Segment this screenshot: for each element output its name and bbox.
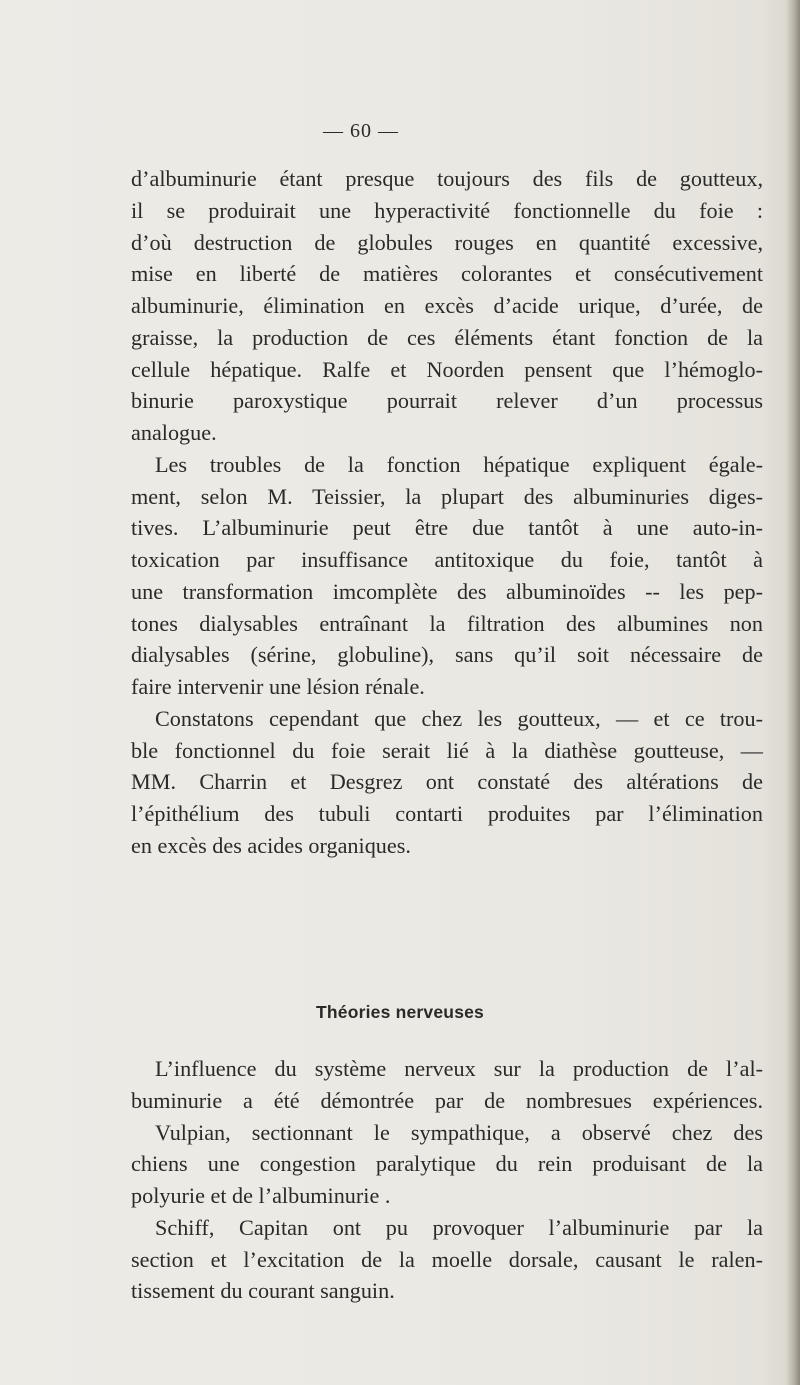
text-line: il se produirait une hyperactivité fonctionnelle du foie : — [131, 197, 763, 223]
text-line: polyurie et de l’albuminurie . — [131, 1183, 391, 1208]
text-line: section et l’excitation de la moelle dorsale, causant le ralen- — [131, 1246, 763, 1272]
text-line: analogue. — [131, 420, 217, 445]
text-line: mise en liberté de matières colorantes et consécutivement — [131, 261, 763, 287]
text-line: toxication par insuffisance antitoxique du foie, tantôt à — [131, 547, 763, 572]
paragraph-start: Schiff, Capitan ont pu provoquer l’albuminurie par la — [155, 1214, 763, 1240]
text-line: ment, selon M. Teissier, la plupart des albuminuries diges- — [131, 483, 763, 509]
paragraph-start: L’influence du système nerveux sur la production de l’al- — [155, 1056, 763, 1081]
text-line: une transformation imcomplète des albuminoïdes -- les pep- — [131, 578, 763, 604]
text-line: chiens une congestion paralytique du rein produisant de la — [131, 1151, 763, 1177]
page-number: — 60 — — [323, 120, 399, 142]
page-edge-shadow — [786, 0, 800, 1385]
text-line: tissement du courant sanguin. — [131, 1278, 395, 1304]
section-heading: Théories nerveuses — [316, 1002, 484, 1022]
text-line: albuminurie, élimination en excès d’acide urique, d’urée, de — [131, 293, 763, 318]
text-line: tives. L’albuminurie peut être due tantôt à une auto-in- — [131, 515, 763, 541]
text-line: graisse, la production de ces éléments étant fonction de la — [131, 324, 763, 350]
text-line: MM. Charrin et Desgrez ont constaté des altérations de — [131, 769, 763, 795]
text-line: d’où destruction de globules rouges en quantité excessive, — [131, 229, 763, 255]
body-text-section-2 — [131, 1053, 763, 1307]
text-line: ble fonctionnel du foie serait lié à la diathèse goutteuse, — — [131, 737, 763, 763]
paragraph-start: Constatons cependant que chez les goutteux, — et ce trou- — [155, 705, 763, 731]
text-line: buminurie a été démontrée par de nombresues expériences. — [131, 1087, 763, 1113]
text-line: dialysables (sérine, globuline), sans qu’il soit nécessaire de — [131, 642, 763, 668]
text-line: cellule hépatique. Ralfe et Noorden pensent que l’hémoglo- — [131, 356, 763, 382]
body-text-section-1 — [131, 163, 763, 862]
text-line: l’épithélium des tubuli contarti produites par l’élimination — [131, 801, 763, 826]
text-line: faire intervenir une lésion rénale. — [131, 674, 425, 699]
text-line: d’albuminurie étant presque toujours des fils de goutteux, — [131, 166, 763, 191]
paragraph-start: Les troubles de la fonction hépatique expliquent égale- — [155, 451, 763, 477]
text-line: tones dialysables entraînant la filtration des albumines non — [131, 610, 763, 636]
paragraph-start: Vulpian, sectionnant le sympathique, a observé chez des — [155, 1119, 763, 1145]
text-line: binurie paroxystique pourrait relever d’un processus — [131, 388, 763, 414]
text-line: en excès des acides organiques. — [131, 832, 411, 858]
